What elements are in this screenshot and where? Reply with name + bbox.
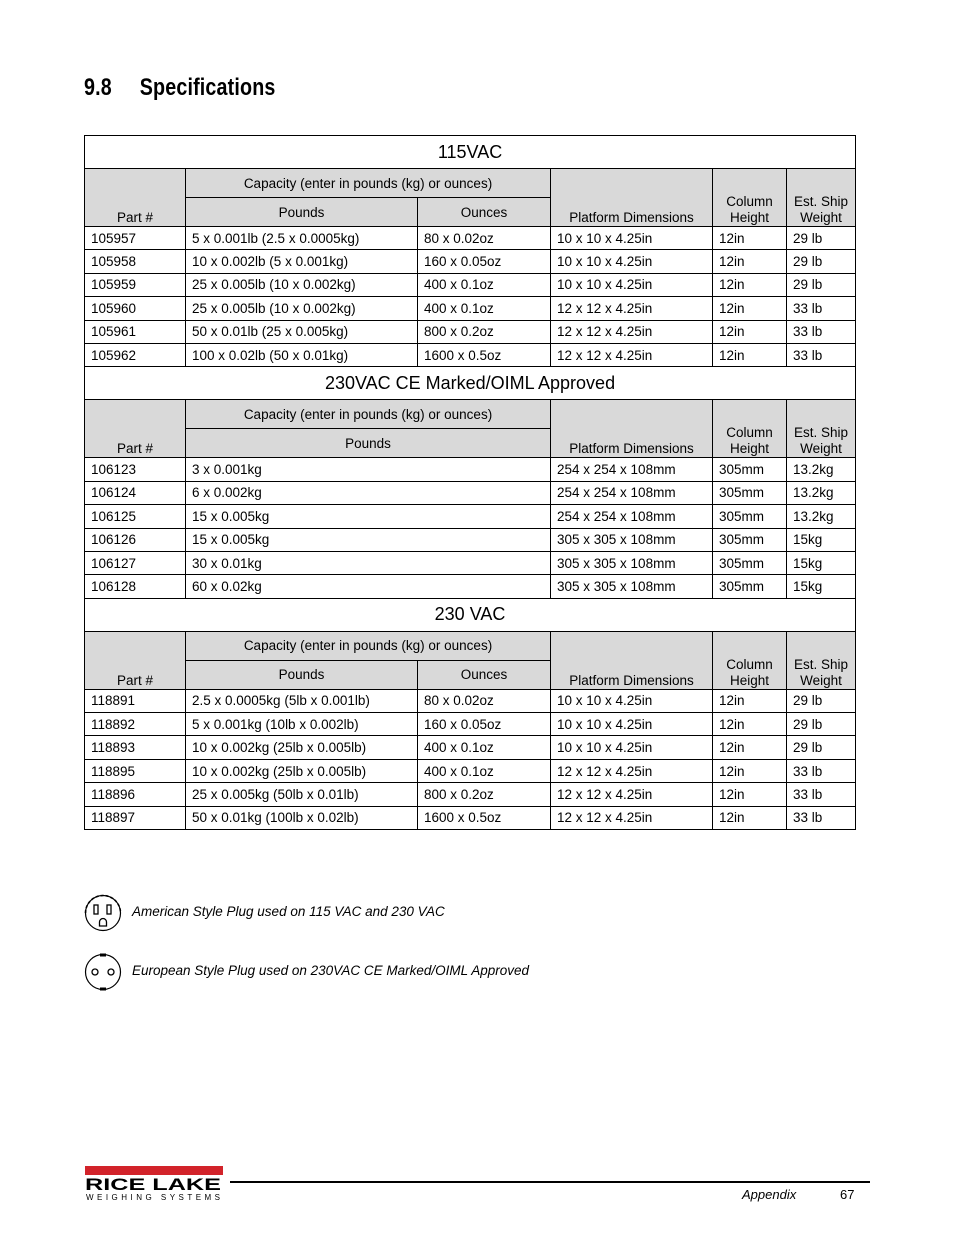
pounds-cell: 10 x 0.002lb (5 x 0.001kg) (186, 250, 418, 273)
rice-lake-logo (85, 1166, 223, 1202)
ounces-cell: 160 x 0.05oz (418, 713, 551, 736)
ounces-cell: 1600 x 0.5oz (418, 806, 551, 829)
european-plug-icon (84, 953, 122, 991)
header-column-height-line2: Height (729, 210, 770, 225)
table-row (85, 505, 856, 528)
column-height-cell: 12in (713, 320, 787, 343)
table-header-row (85, 169, 856, 198)
part-number-cell: 106128 (85, 575, 186, 598)
ship-weight-cell: 29 lb (787, 227, 856, 250)
ship-weight-cell: 33 lb (787, 783, 856, 806)
pounds-cell: 50 x 0.01lb (25 x 0.005kg) (186, 320, 418, 343)
header-ship-weight-line1: Est. Ship (794, 194, 849, 209)
header-column-height-line2: Height (729, 441, 770, 457)
platform-cell: 254 x 254 x 108mm (551, 458, 713, 481)
header-ship-weight-line2: Weight (800, 210, 842, 225)
logo-line1: RICE LAKE (85, 1175, 221, 1194)
table-row (85, 551, 856, 574)
table-title: 230 VAC (85, 598, 856, 631)
page-number: 67 (840, 1187, 855, 1202)
part-number-cell: 118893 (85, 736, 186, 759)
european-plug-note-text: European Style Plug used on 230VAC CE Marked/OIML Approved (132, 963, 529, 978)
header-column-height-line1: Column (726, 656, 773, 672)
platform-cell: 305 x 305 x 108mm (551, 575, 713, 598)
table-row (85, 458, 856, 481)
header-ship-weight-line1: Est. Ship (794, 656, 849, 672)
column-height-cell: 12in (713, 783, 787, 806)
platform-cell: 10 x 10 x 4.25in (551, 736, 713, 759)
table-title-row (85, 136, 856, 169)
platform-cell: 12 x 12 x 4.25in (551, 759, 713, 782)
part-number-cell: 105957 (85, 227, 186, 250)
ship-weight-cell: 15kg (787, 551, 856, 574)
table-header-row (85, 400, 856, 429)
part-number-cell: 106123 (85, 458, 186, 481)
header-capacity: Capacity (enter in pounds (kg) or ounces) (186, 169, 551, 198)
ounces-cell: 80 x 0.02oz (418, 227, 551, 250)
header-ship-weight (787, 631, 856, 689)
table-row (85, 575, 856, 598)
header-ship-weight-line2: Weight (800, 441, 842, 457)
header-ship-weight (787, 169, 856, 227)
table-title: 115VAC (85, 136, 856, 169)
table-row (85, 320, 856, 343)
pounds-cell: 2.5 x 0.0005kg (5lb x 0.001lb) (186, 689, 418, 712)
header-column-height-line2: Height (729, 672, 770, 688)
section-title: Specifications (139, 74, 276, 101)
table-row (85, 689, 856, 712)
header-capacity: Capacity (enter in pounds (kg) or ounces) (186, 400, 551, 429)
header-platform-dimensions: Platform Dimensions (551, 631, 713, 689)
ounces-cell: 1600 x 0.5oz (418, 343, 551, 366)
column-height-cell: 305mm (713, 505, 787, 528)
column-height-cell: 12in (713, 343, 787, 366)
logo-line2: WEIGHING SYSTEMS (86, 1193, 220, 1202)
part-number-cell: 105961 (85, 320, 186, 343)
header-column-height (713, 631, 787, 689)
ship-weight-cell: 33 lb (787, 343, 856, 366)
table-row (85, 806, 856, 829)
ship-weight-cell: 13.2kg (787, 505, 856, 528)
header-column-height (713, 400, 787, 458)
american-plug-note (84, 894, 784, 934)
table-row (85, 783, 856, 806)
ship-weight-cell: 15kg (787, 528, 856, 551)
table-header-row (85, 631, 856, 660)
ounces-cell: 800 x 0.2oz (418, 320, 551, 343)
header-ship-weight-line2: Weight (800, 672, 842, 688)
header-part-number: Part # (85, 631, 186, 689)
platform-cell: 254 x 254 x 108mm (551, 481, 713, 504)
header-platform-dimensions: Platform Dimensions (551, 400, 713, 458)
part-number-cell: 106127 (85, 551, 186, 574)
table-row (85, 273, 856, 296)
ship-weight-cell: 29 lb (787, 273, 856, 296)
pounds-cell: 25 x 0.005lb (10 x 0.002kg) (186, 273, 418, 296)
pounds-cell: 10 x 0.002kg (25lb x 0.005lb) (186, 736, 418, 759)
pounds-cell: 25 x 0.005kg (50lb x 0.01lb) (186, 783, 418, 806)
ounces-cell: 80 x 0.02oz (418, 689, 551, 712)
platform-cell: 12 x 12 x 4.25in (551, 343, 713, 366)
ship-weight-cell: 13.2kg (787, 481, 856, 504)
section-number: 9.8 (84, 74, 112, 101)
table-row (85, 250, 856, 273)
pounds-cell: 100 x 0.02lb (50 x 0.01kg) (186, 343, 418, 366)
part-number-cell: 105962 (85, 343, 186, 366)
ship-weight-cell: 33 lb (787, 806, 856, 829)
part-number-cell: 118892 (85, 713, 186, 736)
pounds-cell: 10 x 0.002kg (25lb x 0.005lb) (186, 759, 418, 782)
platform-cell: 10 x 10 x 4.25in (551, 250, 713, 273)
ounces-cell: 400 x 0.1oz (418, 273, 551, 296)
ounces-cell: 800 x 0.2oz (418, 783, 551, 806)
pounds-cell: 25 x 0.005lb (10 x 0.002kg) (186, 297, 418, 320)
table-row (85, 713, 856, 736)
header-part-number: Part # (85, 169, 186, 227)
column-height-cell: 12in (713, 689, 787, 712)
ship-weight-cell: 29 lb (787, 713, 856, 736)
table-title: 230VAC CE Marked/OIML Approved (85, 367, 856, 400)
platform-cell: 12 x 12 x 4.25in (551, 783, 713, 806)
header-ounces: Ounces (418, 660, 551, 689)
pounds-cell: 30 x 0.01kg (186, 551, 551, 574)
column-height-cell: 12in (713, 227, 787, 250)
platform-cell: 12 x 12 x 4.25in (551, 806, 713, 829)
column-height-cell: 305mm (713, 481, 787, 504)
pounds-cell: 5 x 0.001kg (10lb x 0.002lb) (186, 713, 418, 736)
column-height-cell: 305mm (713, 458, 787, 481)
platform-cell: 10 x 10 x 4.25in (551, 713, 713, 736)
column-height-cell: 12in (713, 273, 787, 296)
pounds-cell: 60 x 0.02kg (186, 575, 551, 598)
platform-cell: 305 x 305 x 108mm (551, 528, 713, 551)
table-row (85, 736, 856, 759)
header-pounds: Pounds (186, 429, 551, 458)
ship-weight-cell: 29 lb (787, 736, 856, 759)
table-row (85, 528, 856, 551)
platform-cell: 10 x 10 x 4.25in (551, 273, 713, 296)
pounds-cell: 50 x 0.01kg (100lb x 0.02lb) (186, 806, 418, 829)
header-pounds: Pounds (186, 198, 418, 227)
header-part-number: Part # (85, 400, 186, 458)
part-number-cell: 118897 (85, 806, 186, 829)
header-column-height-line1: Column (726, 194, 773, 209)
section-heading (84, 74, 275, 102)
platform-cell: 10 x 10 x 4.25in (551, 227, 713, 250)
table-row (85, 227, 856, 250)
american-plug-icon (84, 894, 122, 932)
platform-cell: 12 x 12 x 4.25in (551, 297, 713, 320)
header-pounds: Pounds (186, 660, 418, 689)
header-capacity: Capacity (enter in pounds (kg) or ounces) (186, 631, 551, 660)
part-number-cell: 118891 (85, 689, 186, 712)
pounds-cell: 15 x 0.005kg (186, 528, 551, 551)
ounces-cell: 160 x 0.05oz (418, 250, 551, 273)
part-number-cell: 118895 (85, 759, 186, 782)
column-height-cell: 12in (713, 806, 787, 829)
ship-weight-cell: 29 lb (787, 689, 856, 712)
table-row (85, 297, 856, 320)
ship-weight-cell: 33 lb (787, 320, 856, 343)
table-row (85, 759, 856, 782)
european-plug-note (84, 953, 784, 993)
header-ship-weight-line1: Est. Ship (794, 425, 849, 441)
ship-weight-cell: 15kg (787, 575, 856, 598)
specifications-table (84, 135, 856, 830)
table-title-row (85, 598, 856, 631)
footer-rule (230, 1181, 870, 1183)
table-row (85, 481, 856, 504)
column-height-cell: 305mm (713, 528, 787, 551)
table-title-row (85, 367, 856, 400)
pounds-cell: 3 x 0.001kg (186, 458, 551, 481)
part-number-cell: 106124 (85, 481, 186, 504)
column-height-cell: 12in (713, 297, 787, 320)
ship-weight-cell: 33 lb (787, 297, 856, 320)
part-number-cell: 106126 (85, 528, 186, 551)
column-height-cell: 12in (713, 250, 787, 273)
header-ship-weight (787, 400, 856, 458)
column-height-cell: 12in (713, 713, 787, 736)
part-number-cell: 106125 (85, 505, 186, 528)
platform-cell: 12 x 12 x 4.25in (551, 320, 713, 343)
column-height-cell: 305mm (713, 551, 787, 574)
platform-cell: 254 x 254 x 108mm (551, 505, 713, 528)
pounds-cell: 5 x 0.001lb (2.5 x 0.0005kg) (186, 227, 418, 250)
pounds-cell: 6 x 0.002kg (186, 481, 551, 504)
part-number-cell: 105960 (85, 297, 186, 320)
ship-weight-cell: 33 lb (787, 759, 856, 782)
ounces-cell: 400 x 0.1oz (418, 736, 551, 759)
part-number-cell: 105958 (85, 250, 186, 273)
table-row (85, 343, 856, 366)
ship-weight-cell: 13.2kg (787, 458, 856, 481)
american-plug-note-text: American Style Plug used on 115 VAC and 230 VAC (132, 904, 445, 919)
column-height-cell: 12in (713, 736, 787, 759)
column-height-cell: 12in (713, 759, 787, 782)
footer-section: Appendix (742, 1187, 797, 1202)
part-number-cell: 105959 (85, 273, 186, 296)
header-ounces: Ounces (418, 198, 551, 227)
column-height-cell: 305mm (713, 575, 787, 598)
platform-cell: 305 x 305 x 108mm (551, 551, 713, 574)
header-column-height (713, 169, 787, 227)
header-column-height-line1: Column (726, 425, 773, 441)
ship-weight-cell: 29 lb (787, 250, 856, 273)
ounces-cell: 400 x 0.1oz (418, 759, 551, 782)
header-platform-dimensions: Platform Dimensions (551, 169, 713, 227)
pounds-cell: 15 x 0.005kg (186, 505, 551, 528)
part-number-cell: 118896 (85, 783, 186, 806)
ounces-cell: 400 x 0.1oz (418, 297, 551, 320)
platform-cell: 10 x 10 x 4.25in (551, 689, 713, 712)
